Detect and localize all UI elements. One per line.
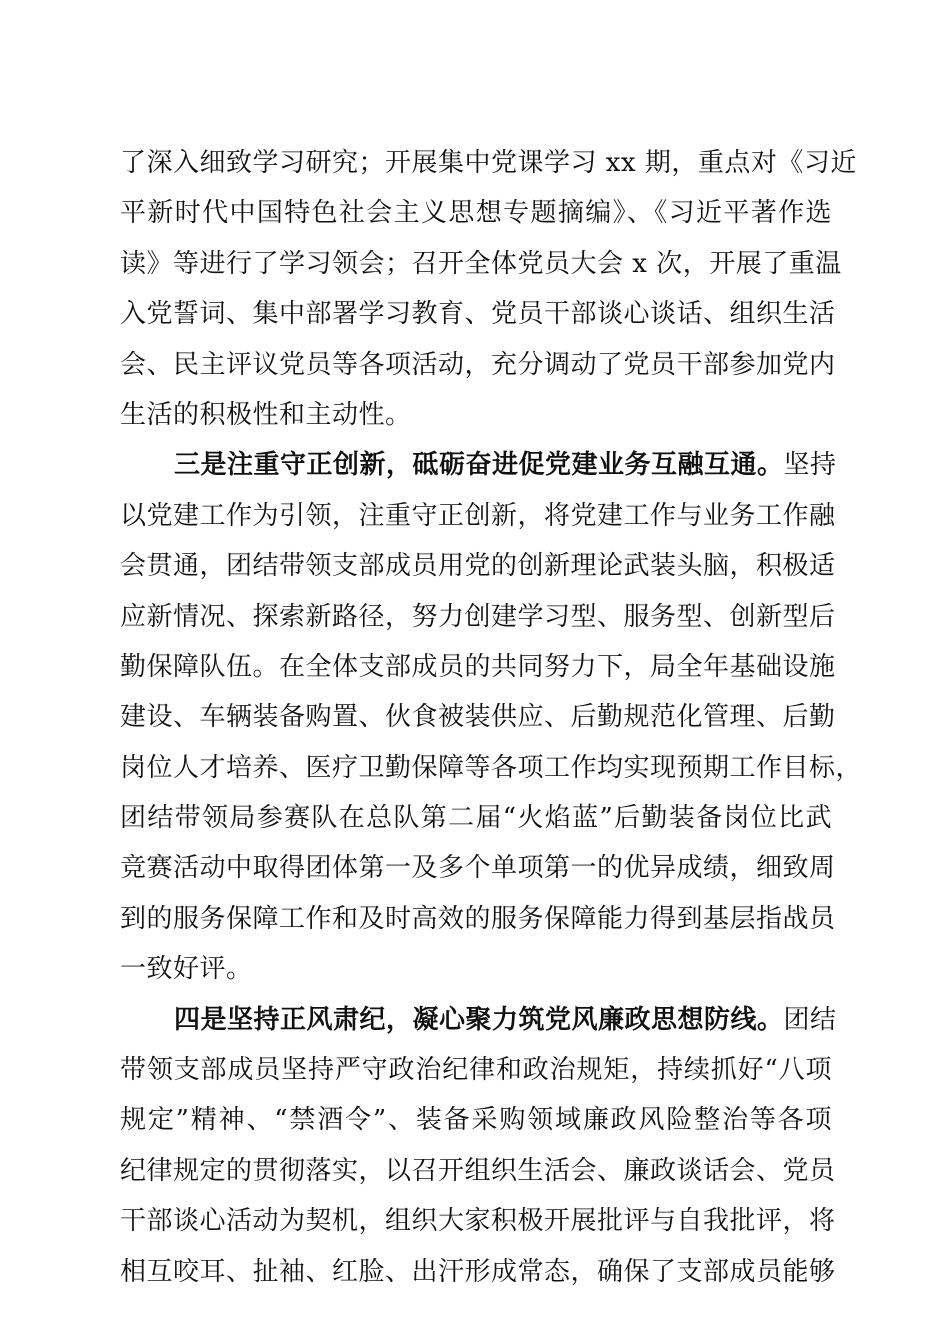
text-line: 相互咬耳、扯袖、红脸、出汗形成常态，确保了支部成员能够 [120,1256,836,1287]
text-line: 建设、车辆装备购置、伙食被装供应、后勤规范化管理、后勤 [120,702,836,733]
text-line: 平新时代中国特色社会主义思想专题摘编》、《习近平著作选 [120,198,832,229]
text-line: 了深入细致学习研究；开展集中党课学习 xx 期，重点对《习近 [120,148,857,178]
text-line: 纪律规定的贯彻落实，以召开组织生活会、廉政谈话会、党员 [120,1155,836,1186]
text-line: 竞赛活动中取得团体第一及多个单项第一的优异成绩，细致周 [120,853,836,884]
text-line: 带领支部成员坚持严守政治纪律和政治规矩，持续抓好“八项 [120,1055,832,1086]
text-line: 一致好评。 [120,954,253,985]
text-line: 读》等进行了学习领会；召开全体党员大会 x 次，开展了重温 [120,248,842,279]
text-line: 以党建工作为引领，注重守正创新，将党建工作与业务工作融 [120,500,836,531]
text-line: 干部谈心活动为契机，组织大家积极开展批评与自我批评，将 [120,1206,836,1237]
document-page [120,138,863,1297]
paragraph-3-heading: 三是注重守正创新，砥砺奋进促党建业务互融互通。 [174,450,784,481]
text-line: 生活的积极性和主动性。 [120,399,412,430]
text-line: 应新情况、探索新路径，努力创建学习型、服务型、创新型后 [120,601,836,632]
paragraph-4-tail: 团结 [783,1004,837,1035]
text-line: 到的服务保障工作和及时高效的服务保障能力得到基层指战员 [120,903,836,934]
paragraph-4-heading: 四是坚持正风肃纪，凝心聚力筑党风廉政思想防线。 [174,1004,784,1035]
paragraph-3-first-line [120,440,837,490]
text-line: 规定”精神、“禁酒令”、装备采购领域廉政风险整治等各项 [120,1105,832,1136]
text-line: 会贯通，团结带领支部成员用党的创新理论武装头脑，积极适 [120,551,836,582]
text-line: 团结带领局参赛队在总队第二届“火焰蓝”后勤装备岗位比武 [120,803,832,834]
paragraph-3-tail: 坚持 [783,450,837,481]
text-line: 岗位人才培养、医疗卫勤保障等各项工作均实现预期工作目标， [120,752,863,783]
text-line: 入党誓词、集中部署学习教育、党员干部谈心谈话、组织生活 [120,299,836,330]
text-line: 勤保障队伍。在全体支部成员的共同努力下，局全年基础设施 [120,651,836,682]
text-line: 会、民主评议党员等各项活动，充分调动了党员干部参加党内 [120,349,836,380]
paragraph-4-first-line [120,995,837,1045]
